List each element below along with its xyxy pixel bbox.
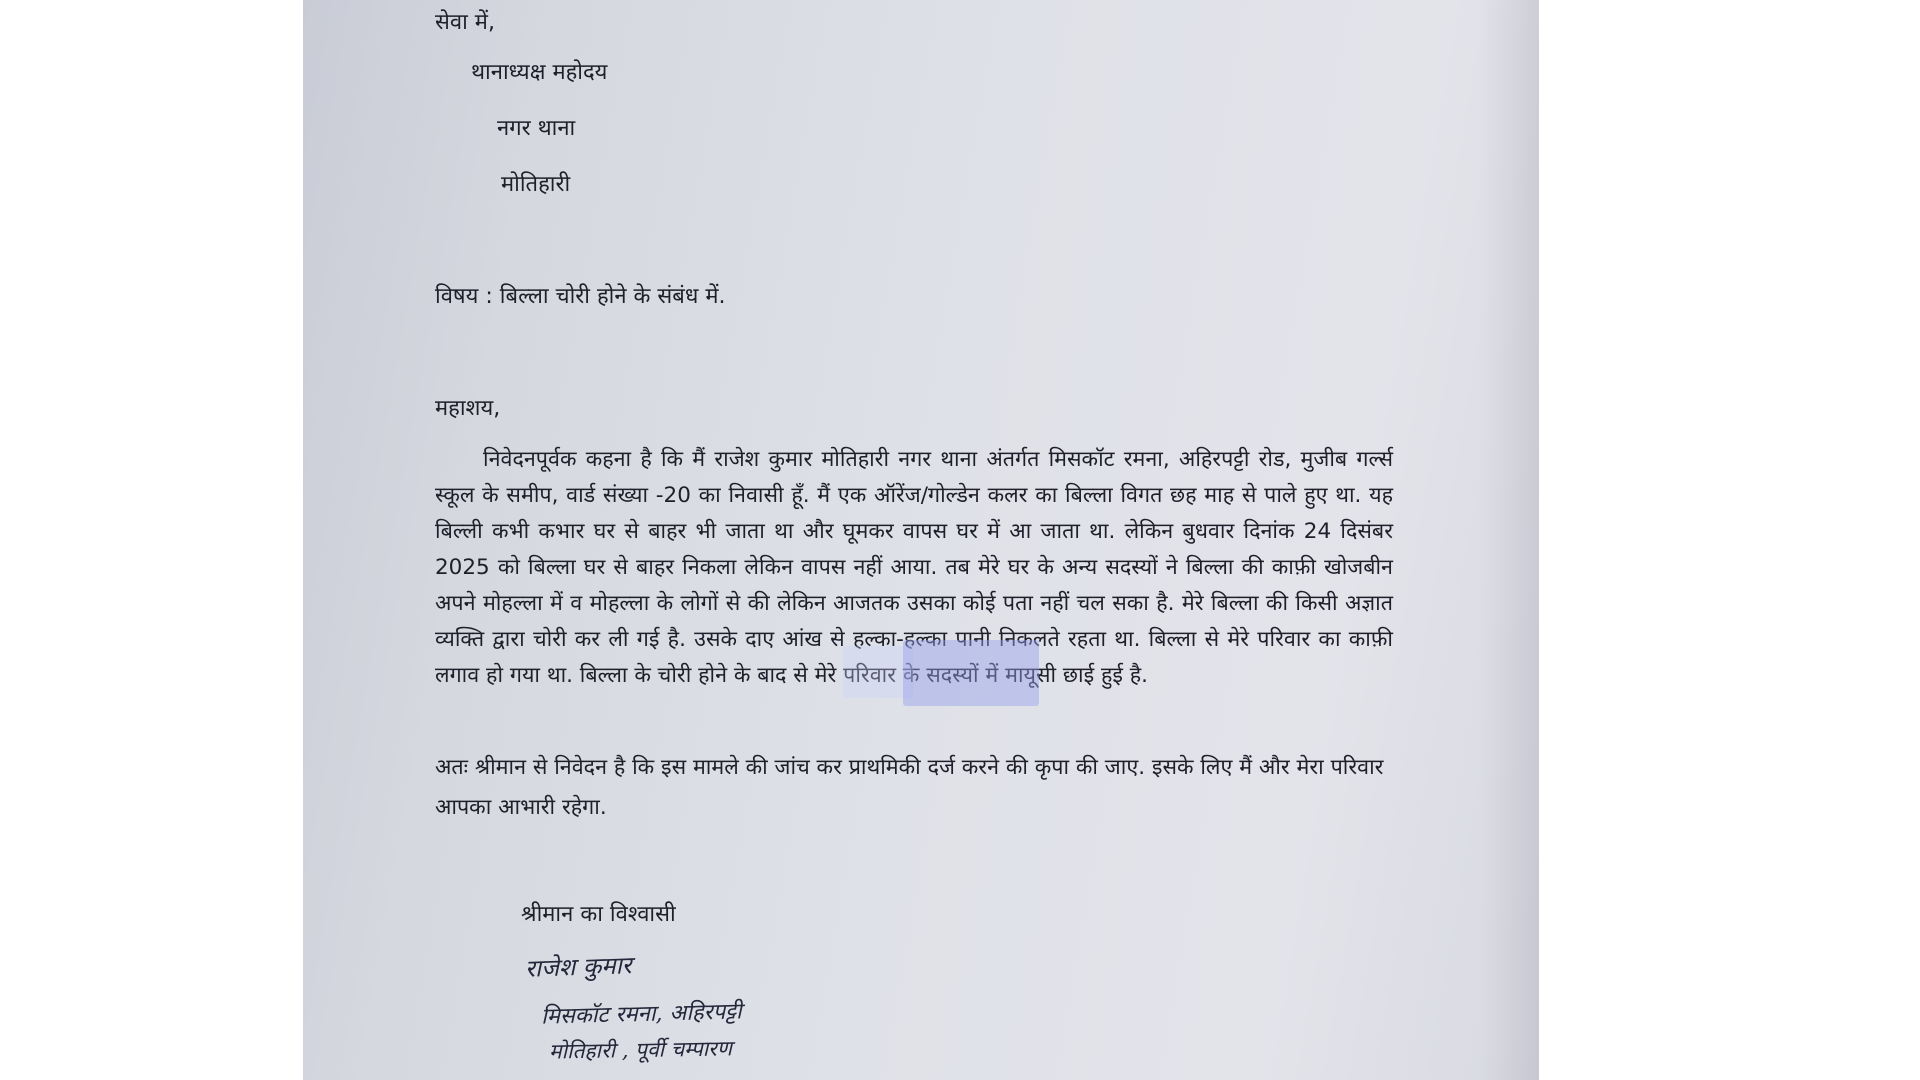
recipient-line-2: नगर थाना — [497, 116, 576, 141]
closing-request: अतः श्रीमान से निवेदन है कि इस मामले की जांच कर प्राथमिकी दर्ज करने की कृपा की जाए. इसके लिए मैं और मेरा परिवार आपका आभारी रहेगा. — [435, 755, 1384, 820]
salutation-to: सेवा में, — [435, 10, 495, 35]
handwritten-signature-name: राजेश कुमार — [524, 951, 633, 983]
recipient-line-3: मोतिहारी — [501, 172, 571, 197]
recipient-line-1: थानाध्यक्ष महोदय — [471, 60, 608, 85]
handwritten-signature-city: मोतिहारी , पूर्वी चम्पारण — [548, 1036, 733, 1064]
handwritten-signature-address: मिसकॉट रमना, अहिरपट्टी — [540, 999, 742, 1030]
watermark-overlay — [903, 640, 1039, 706]
letter-page — [303, 0, 1539, 1080]
letter-body: निवेदनपूर्वक कहना है कि मैं राजेश कुमार मोतिहारी नगर थाना अंतर्गत मिसकॉट रमना, अहिरपट्टी रोड, मुजीब गर्ल्स स्कूल के समीप, वार्ड संख्या -20 का निवासी हूँ. मैं एक ऑरेंज/गोल्डेन कलर का बिल्ला विगत छह माह से पाले हुए था. यह बिल्ली कभी कभार घर से बाहर भी जाता था और घूमकर वापस घर में आ जाता था. लेकिन बुधवार दिनांक 24 दिसंबर 2025 को बिल्ला घर से बाहर निकला लेकिन वापस नहीं आया. तब मेरे घर के अन्य सदस्यों ने बिल्ला की काफ़ी खोजबीन अपने मोहल्ला में व मोहल्ला के लोगों से की लेकिन आजतक उसका कोई पता नहीं चल सका है. मेरे बिल्ला की किसी अज्ञात व्यक्ति द्वारा चोरी कर ली गई है. उसके दाए आंख से हल्का-हल्का पानी निकलते रहता था. बिल्ला से मेरे परिवार का काफ़ी लगाव हो गया था. बिल्ला के चोरी होने के बाद से मेरे परिवार के सदस्यों में मायूसी छाई हुई है. — [435, 447, 1393, 688]
subject-line: विषय : बिल्ला चोरी होने के संबंध में. — [435, 284, 726, 309]
signoff: श्रीमान का विश्वासी — [521, 902, 676, 927]
greeting: महाशय, — [435, 396, 501, 421]
